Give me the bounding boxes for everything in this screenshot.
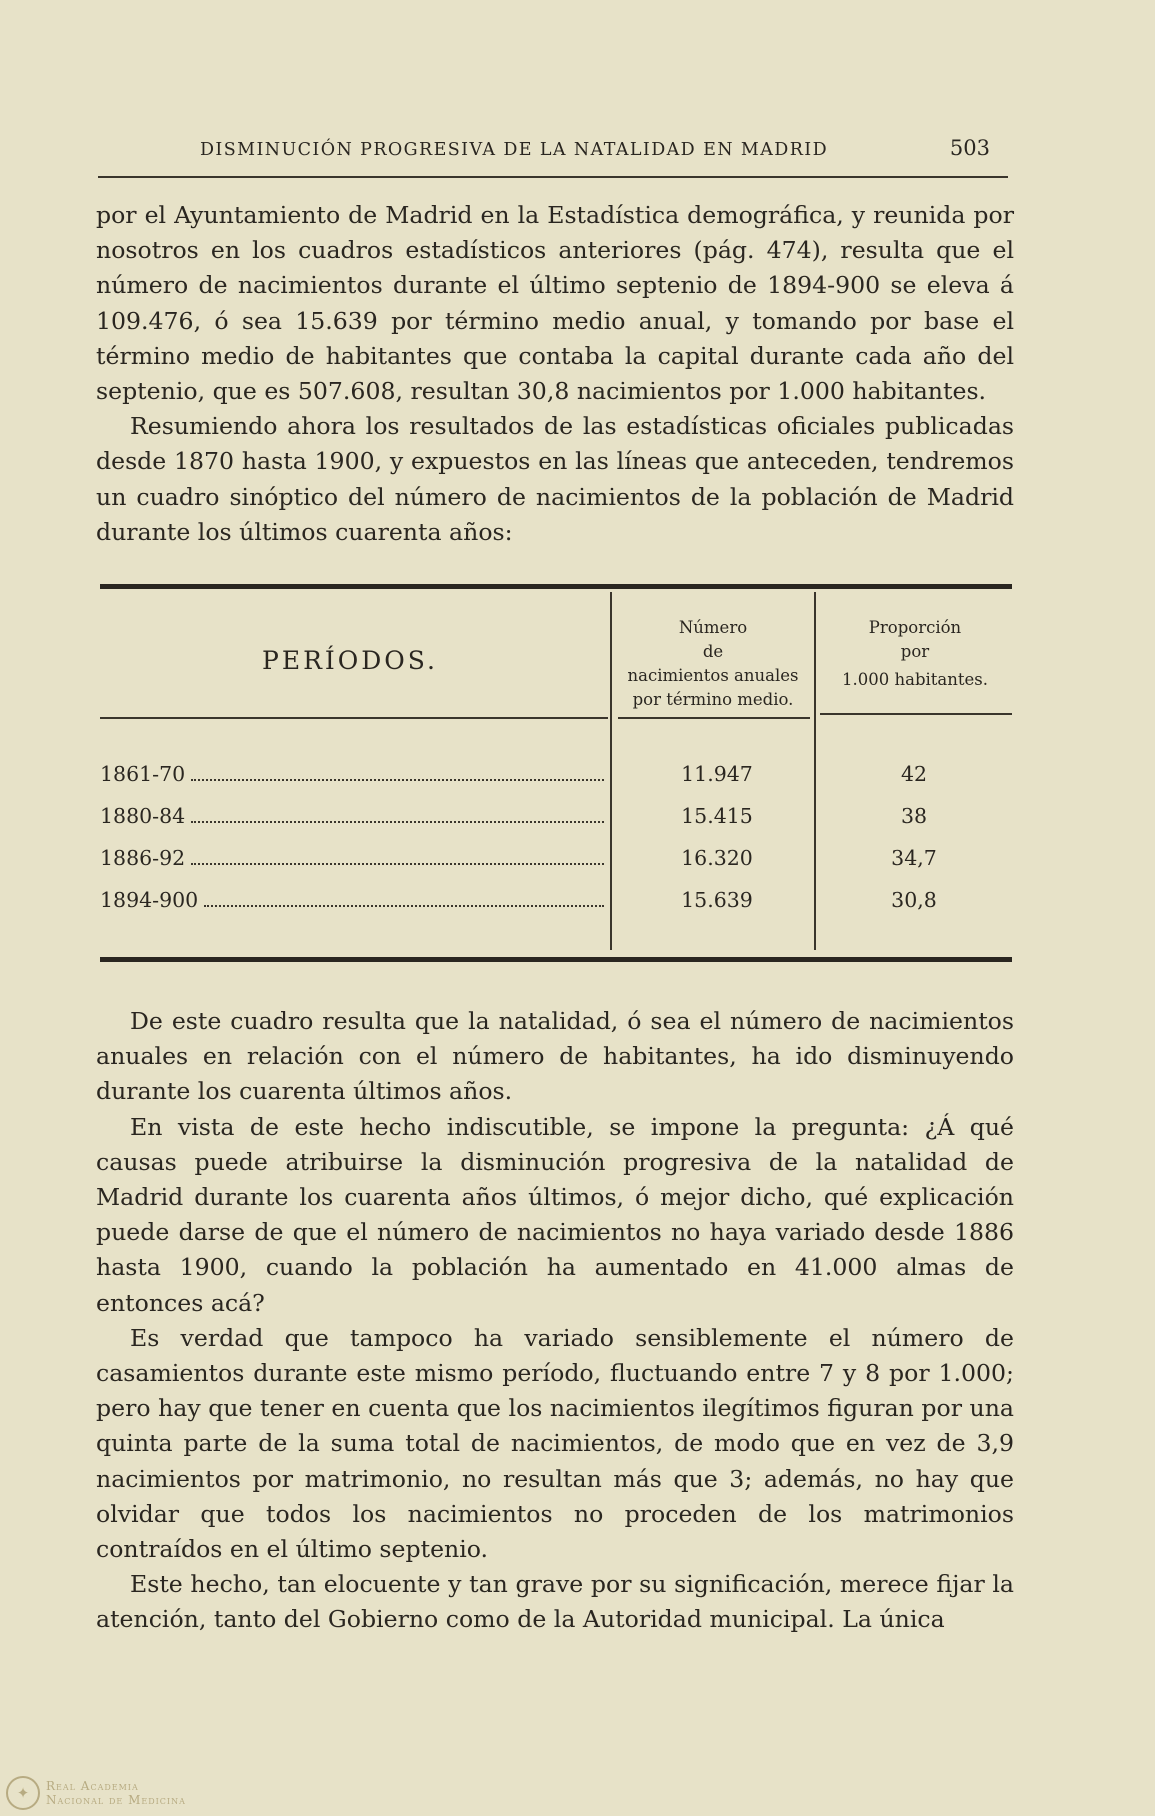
body-text xyxy=(96,1004,1014,1638)
page-number: 503 xyxy=(949,136,990,160)
header-rule xyxy=(100,717,608,719)
paragraph: Este hecho, tan elocuente y tan grave por su significación, merece fijar la atención, tanto del Gobierno como de la Autoridad municipal. La única xyxy=(96,1570,1014,1634)
header-rule xyxy=(618,717,810,719)
period-label: 1861-70 xyxy=(100,762,186,786)
running-header xyxy=(200,136,990,160)
paragraph: Resumiendo ahora los resultados de las estadísticas oficiales publicadas desde 1870 hasta 1900, y expuestos en las líneas que anteceden, tendremos un cuadro sinóptico del número de nacimientos de la población de Madrid durante los últimos cuarenta años: xyxy=(96,412,1014,546)
period-label: 1894-900 xyxy=(100,888,199,912)
header-rule xyxy=(98,176,1008,178)
period-cell xyxy=(100,846,608,871)
header-ratio xyxy=(818,616,1012,692)
header-line: por xyxy=(900,642,930,661)
ratio-cell: 34,7 xyxy=(891,846,937,870)
paragraph: De este cuadro resulta que la natalidad, ó sea el número de nacimientos anuales en relación con el número de habitantes, ha ido disminuyendo durante los cuarenta últimos años. xyxy=(96,1007,1014,1106)
period-label: 1886-92 xyxy=(100,846,186,870)
header-line: nacimientos anuales xyxy=(627,666,799,685)
header-line: Número xyxy=(678,618,748,637)
paragraph: por el Ayuntamiento de Madrid en la Estadística demográfica, y reunida por nosotros en los cuadros estadísticos anteriores (pág. 474), resulta que el número de nacimientos durante el último septenio de 1894-900 se eleva á 109.476, ó sea 15.639 por término medio anual, y tomando por base el término medio de habitantes que contaba la capital durante cada año del septenio, que es 507.608, resultan 30,8 nacimientos por 1.000 habitantes. xyxy=(96,201,1014,406)
stamp-line: Nacional de Medicina xyxy=(46,1793,186,1807)
ratio-cell: 42 xyxy=(900,762,928,786)
intro-text xyxy=(96,198,1014,550)
leader-dots xyxy=(191,863,604,865)
leader-dots xyxy=(204,905,604,907)
stamp-line: Real Academia xyxy=(46,1779,139,1793)
header-line: de xyxy=(702,642,724,661)
header-periods: PERÍODOS. xyxy=(262,646,438,675)
leader-dots xyxy=(191,779,604,781)
header-line: por término medio. xyxy=(632,690,794,709)
table-row xyxy=(100,888,1012,920)
running-title: DISMINUCIÓN PROGRESIVA DE LA NATALIDAD EN MADRID xyxy=(200,140,829,160)
ratio-cell: 30,8 xyxy=(891,888,937,912)
births-cell: 15.415 xyxy=(681,804,753,828)
births-cell: 15.639 xyxy=(681,888,753,912)
ratio-cell: 38 xyxy=(900,804,928,828)
paragraph: Es verdad que tampoco ha variado sensiblemente el número de casamientos durante este mismo período, fluctuando entre 7 y 8 por 1.000; pero hay que tener en cuenta que los nacimientos ilegítimos figuran por una quinta parte de la suma total de nacimientos, de modo que en vez de 3,9 nacimientos por matrimonio, no resultan más que 3; además, no hay que olvidar que todos los nacimientos no proceden de los matrimonios contraídos en el último septenio. xyxy=(96,1323,1014,1564)
births-cell: 11.947 xyxy=(681,762,753,786)
stamp-text xyxy=(46,1779,186,1807)
header-line: 1.000 habitantes. xyxy=(842,670,988,689)
period-cell xyxy=(100,762,608,787)
births-cell: 16.320 xyxy=(681,846,753,870)
header-births xyxy=(614,616,812,712)
library-stamp xyxy=(6,1776,186,1810)
table-bottom-rule xyxy=(100,957,1012,962)
period-label: 1880-84 xyxy=(100,804,186,828)
period-cell xyxy=(100,888,608,913)
period-cell xyxy=(100,804,608,829)
table-top-rule xyxy=(100,584,1012,589)
academy-seal-icon: ✦ xyxy=(6,1776,40,1810)
table-row xyxy=(100,804,1012,836)
header-rule xyxy=(820,713,1012,715)
paragraph: En vista de este hecho indiscutible, se impone la pregunta: ¿Á qué causas puede atribuirse la disminución progresiva de la natalidad de Madrid durante los cuarenta años últimos, ó mejor dicho, qué explicación puede darse de que el número de nacimientos no haya variado desde 1886 hasta 1900, cuando la población ha aumentado en 41.000 almas de entonces acá? xyxy=(96,1112,1014,1317)
births-table xyxy=(100,584,1012,959)
table-row xyxy=(100,846,1012,878)
leader-dots xyxy=(191,821,604,823)
header-line: Proporción xyxy=(868,618,962,637)
table-row xyxy=(100,762,1012,794)
